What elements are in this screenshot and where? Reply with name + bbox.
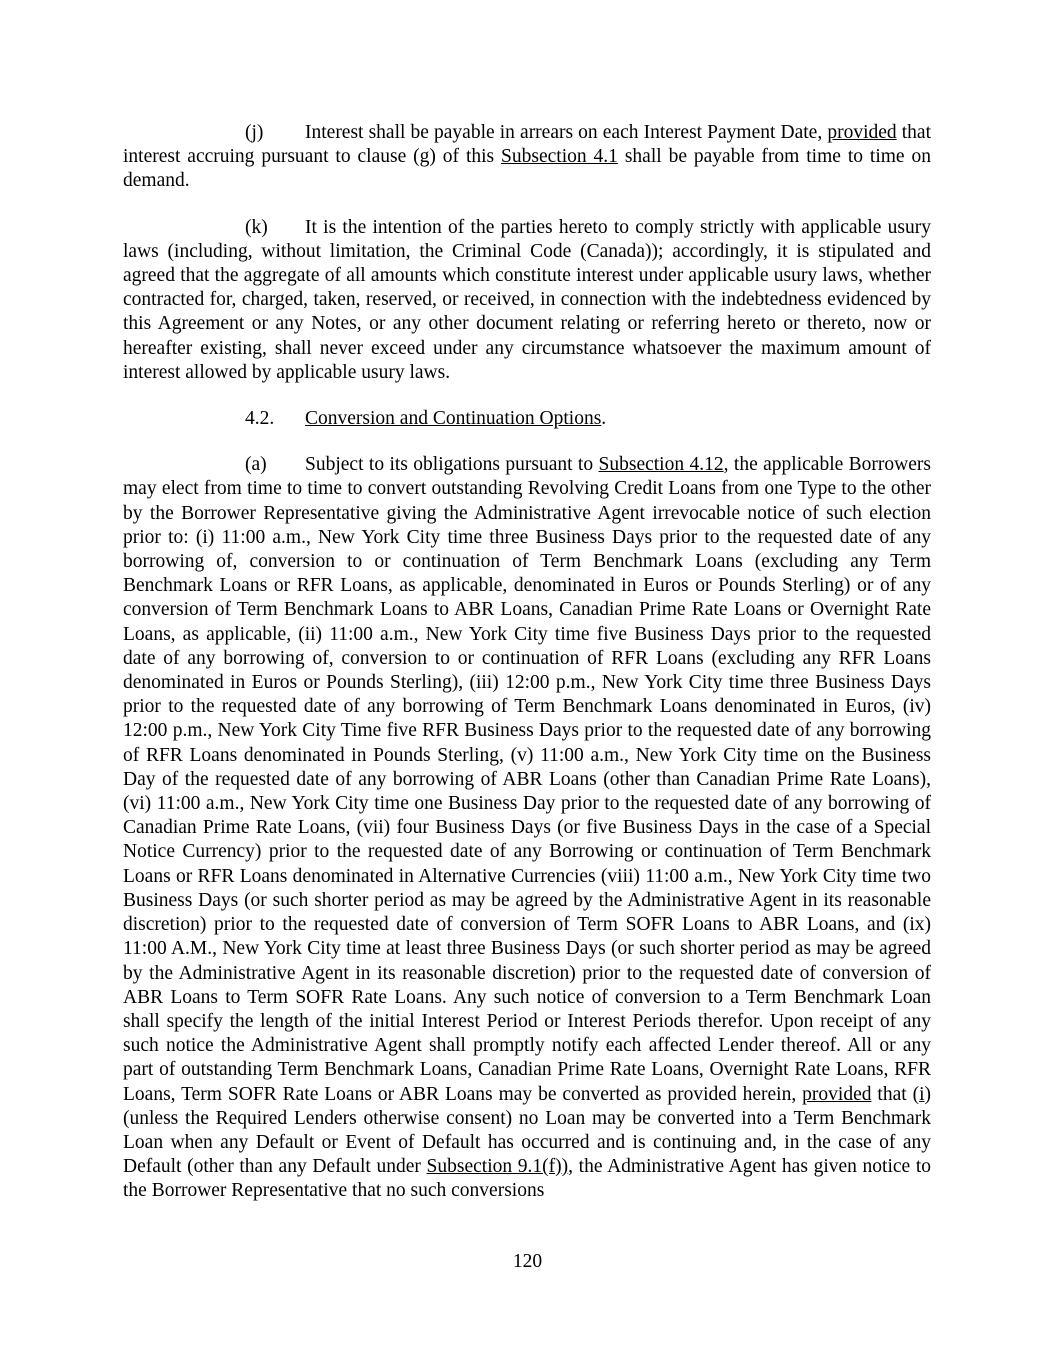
underlined-text: Conversion and Continuation Options [305,408,602,430]
body-text: ) (unless the Required Lenders otherwise consent) no Loan may be converted into a Term Benchmark Loan when any Default or Event of Default has occurred and is continuing and, in the case of any Default (other than any Default under [123,1083,931,1178]
body-text: It is the intention of the parties hereto to comply strictly with applicable usury laws (including, without limitation, the Criminal Code (Canada)); accordingly, it is stipulated and agreed that the aggregate of all amounts which constitute interest under applicable usury laws, whether contracted for, charged, taken, reserved, or received, in connection with the indebtedness evidenced by this Agreement or any Notes, or any other document relating or referring hereto or thereto, now or hereafter existing, shall never exceed under any circumstance whatsoever the maximum amount of interest allowed by applicable usury laws. [123,216,931,383]
paragraph-label: (j) [245,122,264,143]
underlined-text: provided [827,122,897,143]
paragraph-k [123,216,931,385]
body-text: , the Administrative Agent has given notice to the Borrower Representative that no such conversions [123,1156,932,1202]
text-block [123,121,931,1226]
page-number: 120 [512,1251,543,1272]
underlined-text: Subsection 4.12 [598,454,724,476]
paragraph-a [123,453,931,1203]
body-text: that interest accruing pursuant to clause (g) of this [123,122,932,168]
underlined-text: Subsection 9.1(f)) [426,1156,569,1178]
underlined-text: i [919,1083,925,1105]
paragraph-label: 4.2. [245,408,275,430]
underlined-text: Subsection 4.1 [501,146,618,168]
body-text: Subject to its obligations pursuant to [305,454,599,476]
section-heading-4-2 [123,407,931,431]
body-text: . [601,408,607,430]
body-text: Interest shall be payable in arrears on each Interest Payment Date, [305,122,828,143]
paragraph-label: (a) [245,454,267,476]
underlined-text: provided [802,1083,872,1105]
paragraph-j [123,121,931,194]
paragraph-label: (k) [245,216,268,238]
body-text: that ( [871,1083,920,1105]
body-text: shall be payable from time to time on demand. [123,146,931,192]
body-text: , the applicable Borrowers may elect from time to time to convert outstanding Revolving Credit Loans from one Type to the other by the Borrower Representative giving the Administrative Agent irrevocable notice of such election prior to: (i) 11:00 a.m., New York City time three Business Days prior to the requested date of any borrowing of, conversion to or continuation of Term Benchmark Loans (excluding any Term Benchmark Loans or RFR Loans, as applicable, denominated in Euros or Pounds Sterling) or of any conversion of Term Benchmark Loans to ABR Loans, Canadian Prime Rate Loans or Overnight Rate Loans, as applicable, (ii) 11:00 a.m., New York City time five Business Days prior to the requested date of any borrowing of, conversion to or continuation of RFR Loans (excluding any RFR Loans denominated in Euros or Pounds Sterling), (iii) 12:00 p.m., New York City time three Business Days prior to the requested date of any borrowing of Term Benchmark Loans denominated in Euros, (iv) 12:00 p.m., New York City Time five RFR Business Days prior to the requested date of any borrowing of RFR Loans denominated in Pounds Sterling, (v) 11:00 a.m., New York City time on the Business Day of the requested date of any borrowing of ABR Loans (other than Canadian Prime Rate Loans), (vi) 11:00 a.m., New York City time one Business Day prior to the requested date of any borrowing of Canadian Prime Rate Loans, (vii) four Business Days (or five Business Days in the case of a Special Notice Currency) prior to the requested date of any Borrowing or continuation of Term Benchmark Loans or RFR Loans denominated in Alternative Currencies (viii) 11:00 a.m., New York City time two Business Days (or such shorter period as may be agreed by the Administrative Agent in its reasonable discretion) prior to the requested date of conversion of Term SOFR Loans to ABR Loans, and (ix) 11:00 A.M., New York City time at least three Business Days (or such shorter period as may be agreed by the Administrative Agent in its reasonable discretion) prior to the requested date of conversion of ABR Loans to Term SOFR Rate Loans. Any such notice of conversion to a Term Benchmark Loan shall specify the length of the initial Interest Period or Interest Periods therefor. Upon receipt of any such notice the Administrative Agent shall promptly notify each affected Lender thereof. All or any part of outstanding Term Benchmark Loans, Canadian Prime Rate Loans, Overnight Rate Loans, RFR Loans, Term SOFR Rate Loans or ABR Loans may be converted as provided herein, [123,454,931,1105]
